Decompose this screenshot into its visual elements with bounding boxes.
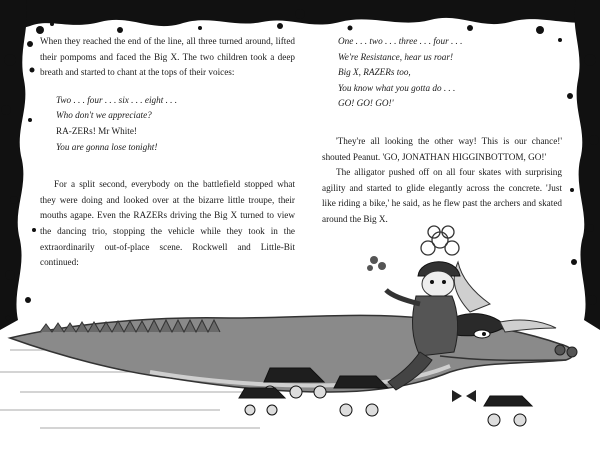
left-chant: [56, 93, 295, 155]
chant-line: RA-ZERs! Mr White!: [56, 125, 137, 136]
chant-line: Big X, RAZERs too,: [338, 67, 411, 78]
chant-line: We're Resistance, hear us roar!: [338, 51, 454, 62]
left-paragraph-2: For a split second, everybody on the battlefield stopped what they were doing and looked over at the bizarre little troupe, their mouths agape. Even the RAZERs driving the Big X turned to view the dancing trio, stopping the vehicle while they took in the extraordinarily out-of-place scene. Rockwell and Little-Bit continued:: [40, 179, 295, 268]
chant-line: Two . . . four . . . six . . . eight . . .: [56, 94, 178, 105]
pompom-icon: [367, 256, 386, 271]
right-paragraph-1: 'They're all looking the other way! This is our chance!' shouted Peanut. 'GO, JONATHAN HIGGINBOTTOM, GO!': [322, 135, 562, 162]
right-paragraph-2: The alligator pushed off on all four skates with surprising agility and started to glide elegantly across the concrete. 'Just like riding a bike,' he said, as he flew past the archers and skated around the Big X.: [322, 167, 562, 224]
alligator-skating-illustration: [0, 225, 600, 455]
left-paragraph-1: When they reached the end of the line, all three turned around, lifted their pompoms and faced the Big X. The two children took a deep breath and started to chant at the tops of their voices:: [40, 36, 295, 78]
chant-line: GO! GO! GO!': [338, 98, 394, 109]
chant-line: One . . . two . . . three . . . four . . .: [338, 36, 463, 46]
chant-line: You are gonna lose tonight!: [56, 141, 158, 152]
chant-line: Who don't we appreciate?: [56, 110, 152, 121]
right-page-text: [322, 34, 562, 228]
chant-line: You know what you gotta do . . .: [338, 82, 456, 93]
right-chant: [338, 34, 562, 112]
